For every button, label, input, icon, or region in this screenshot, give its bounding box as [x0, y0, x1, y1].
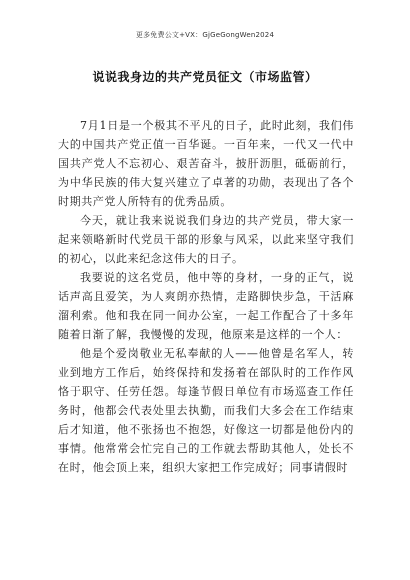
paragraph: 7月1日是一个极其不平凡的日子，此时此刻，我们伟大的中国共产党正值一百华诞。一百年来，一代又一代中国共产党人不忘初心、艰苦奋斗，披肝沥胆，砥砺前行，为中华民族的伟大复兴建立了卓著的功勋，表现出了各个时期共产党人所特有的优秀品质。 [58, 119, 354, 208]
document-body [58, 116, 354, 477]
header-note: 更多免费公文+VX：GjGeGongWen2024 [135, 31, 275, 39]
document-title: 说说我身边的共产党员征文（市场监管） [92, 70, 318, 84]
paragraph: 我要说的这名党员，他中等的身材，一身的正气，说话声高且爱笑，为人爽朗亦热情，走路脚快步急，干活麻溜利索。他和我在同一间办公室，一起工作配合了十多年随着日渐了解，我慢慢的发现，他原来是这样的一个人： [58, 271, 354, 341]
paragraph: 他是个爱岗敬业无私奉献的人——他曾是名军人，转业到地方工作后，始终保持和发扬着在部队时的工作作风恪于职守、任劳任怨。每逢节假日单位有市场巡查工作任务时，他都会代表处里去执勤，而我们大多会在工作结束后才知道，他不张扬也不抱怨，好像这一切都是他份内的事情。他常常会忙完自己的工作就去帮助其他人，处长不在时，他会顶上来，组织大家把工作完成好；同事请假时 [58, 347, 354, 474]
paragraph: 今天，就让我来说说我们身边的共产党员，带大家一起来领略新时代党员干部的形象与风采，以此来坚守我们的初心，以此来纪念这伟大的日子。 [58, 214, 354, 265]
